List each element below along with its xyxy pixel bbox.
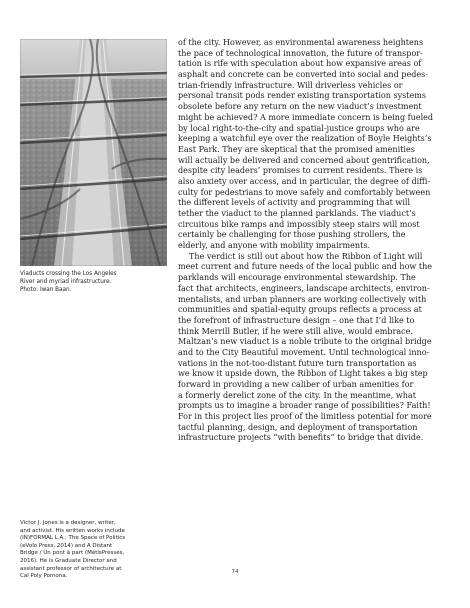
body-line: the pace of technological innovation, the future of transpor-	[178, 48, 423, 58]
caption-line: River and myriad infrastructure.	[20, 279, 112, 285]
bio-line: and activist. His written works include	[20, 527, 125, 534]
body-line: communities and spatial-equity groups reflects a process at	[178, 305, 422, 315]
body-line: also anxiety over access, and in particular, the degree of diffi-	[178, 176, 431, 186]
bio-line: Cal Poly Pomona.	[20, 573, 68, 580]
body-line: forward in providing a new caliber of urban amenities for	[178, 380, 414, 389]
body-line: despite city leaders’ promises to current residents. There is	[178, 166, 423, 176]
body-line: culty for pedestrians to move safely and comfortably between	[178, 187, 431, 197]
body-line: of the city. However, as environmental awareness heightens	[178, 38, 424, 47]
body-line: The verdict is still out about how the Ribbon of Light will	[189, 251, 423, 261]
body-line: a formerly derelict zone of the city. In the meantime, what	[178, 390, 416, 400]
bio-line: (IN)FORMAL L.A.: The Space of Politics	[20, 535, 126, 542]
body-line: think Merrill Butler, if he were still alive, would embrace.	[178, 326, 413, 336]
bio-line: assistant professor of architecture at	[20, 565, 122, 572]
body-line: obsolete before any return on the new viaduct’s investment	[178, 102, 422, 112]
bio-line: Bridge / Un pont à part (MétisPresses,	[20, 550, 125, 557]
body-line: meet current and future needs of the local public and how the	[178, 262, 433, 272]
caption-line: Viaducts crossing the Los Angeles	[20, 271, 117, 277]
body-line: tether the viaduct to the planned parklands. The viaduct’s	[178, 209, 416, 218]
body-line: certainly be challenging for those pushing strollers, the	[178, 230, 406, 240]
photo-caption	[20, 270, 170, 294]
aerial-viaduct-photo	[20, 39, 167, 266]
bio-line: (eVolo Press, 2014) and A Distant	[20, 542, 113, 549]
body-line: fact that architects, engineers, landscape architects, environ-	[178, 283, 430, 293]
body-line: trian-friendly infrastructure. Will driverless vehicles or	[178, 80, 403, 90]
bio-line: Victor J. Jones is a designer, writer,	[20, 520, 116, 526]
bio-line: 2016). He is Graduate Director and	[20, 557, 117, 564]
article-body	[178, 38, 433, 444]
body-line: by local right-to-the-city and spatial-justice groups who are	[178, 123, 420, 133]
body-line: mentalists, and urban planners are working collectively with	[178, 294, 427, 304]
body-line: vations in the not-too-distant future turn transportation as	[178, 358, 417, 368]
body-line: will actually be delivered and concerned about gentrification,	[178, 155, 430, 165]
body-line: tactful planning, design, and deployment of transportation	[178, 422, 418, 432]
body-line: and to the City Beautiful movement. Until technological inno-	[178, 347, 430, 357]
page-number: 74	[231, 569, 239, 575]
aerial-viaduct-image	[20, 39, 167, 266]
body-line: the forefront of infrastructure design – one that I’d like to	[178, 315, 415, 325]
body-line: tation is rife with speculation about how expansive areas of	[178, 59, 422, 69]
body-line: Maltzan’s new viaduct is a noble tribute to the original bridge	[178, 337, 432, 347]
body-line: keeping a watchful eye over the realization of Boyle Heights’s	[178, 134, 432, 144]
body-line: the different levels of activity and programming that will	[178, 198, 411, 208]
body-line: we know it upside down, the Ribbon of Light takes a big step	[178, 369, 428, 379]
body-line: East Park. They are skeptical that the promised amenities	[178, 144, 415, 154]
body-line: prompts us to imagine a broader range of possibilities? Faith!	[178, 401, 431, 411]
body-line: infrastructure projects “with benefits” to bridge that divide.	[178, 433, 424, 443]
body-line: parklands will encourage environmental stewardship. The	[178, 273, 416, 283]
body-line: elderly, and anyone with mobility impairments.	[178, 241, 371, 251]
body-line: might be achieved? A more immediate concern is being fueled	[178, 112, 434, 122]
body-line: personal transit pods render existing transportation systems	[178, 91, 427, 101]
body-line: For in this project lies proof of the limitless potential for more	[178, 412, 432, 422]
caption-line: Photo: Iwan Baan.	[20, 287, 72, 293]
body-line: asphalt and concrete can be converted into social and pedes-	[178, 70, 428, 80]
body-line: circuitous bike ramps and impossibly steep stairs will most	[178, 219, 420, 229]
